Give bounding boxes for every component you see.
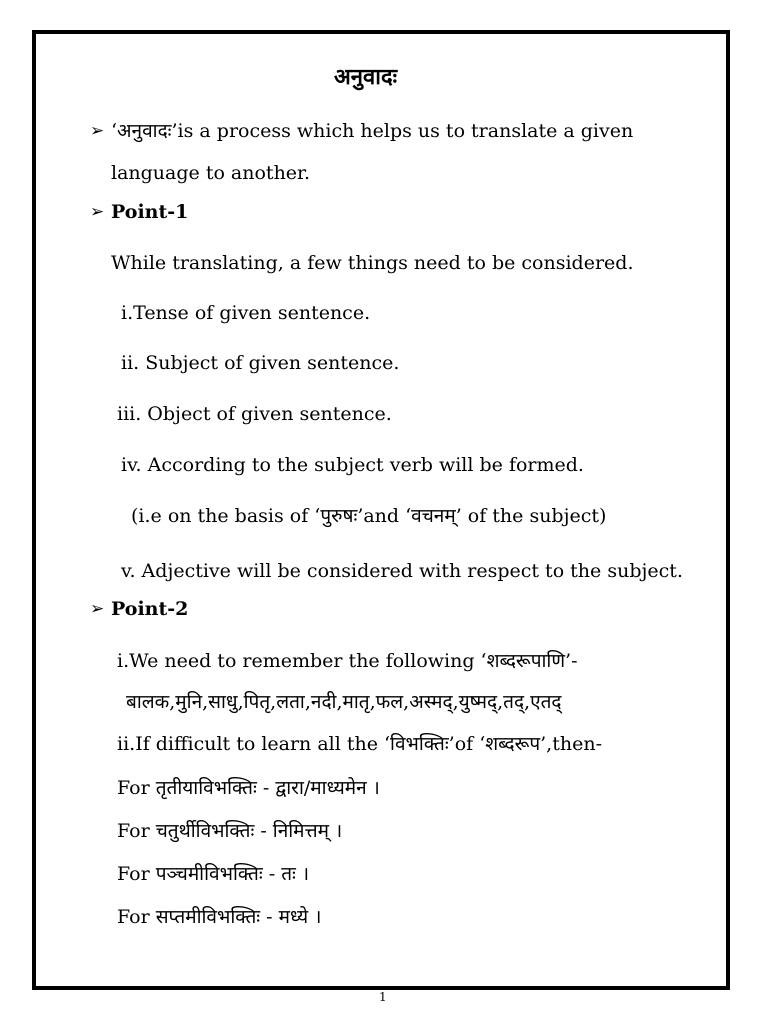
point1-item-note: (i.e on the basis of ‘पुरुषः’and ‘वचनम्’ of the subject) [131, 505, 607, 527]
point1-item: v. Adjective will be considered with respect to the subject. [121, 560, 683, 582]
bullet-arrow-icon: ➢ [90, 121, 105, 141]
bullet-arrow-icon: ➢ [90, 599, 105, 619]
point2-heading: Point-2 [111, 598, 189, 620]
intro-line-2: language to another. [111, 162, 311, 184]
point1-item: ii. Subject of given sentence. [121, 352, 400, 374]
point1-heading: Point-1 [111, 201, 189, 223]
vibhakti-rule: For चतुर्थीविभक्तिः - निमित्तम् । [117, 820, 343, 842]
point1-item: i.Tense of given sentence. [121, 302, 371, 324]
point1-item: iv. According to the subject verb will be formed. [121, 454, 584, 476]
vibhakti-rule: For पञ्चमीविभक्तिः - तः । [117, 863, 310, 885]
page-number: 1 [379, 990, 387, 1004]
point2-item-2: ii.If difficult to learn all the ‘विभक्तिः’of ‘शब्दरूप’,then- [117, 733, 602, 755]
vibhakti-rule: For सप्तमीविभक्तिः - मध्ये । [117, 906, 322, 928]
point1-item: iii. Object of given sentence. [117, 403, 392, 425]
page-title: अनुवादः [334, 64, 398, 90]
point1-lead: While translating, a few things need to be considered. [111, 252, 634, 274]
point2-word-list: बालक,मुनि,साधु,पितृ,लता,नदी,मातृ,फल,अस्मद्,युष्मद्,तद्,एतद् [126, 691, 562, 713]
bullet-arrow-icon: ➢ [90, 202, 105, 222]
intro-line-1: ‘अनुवादः’is a process which helps us to translate a given [111, 120, 634, 142]
vibhakti-rule: For तृतीयाविभक्तिः - द्वारा/माध्यमेन । [117, 777, 380, 799]
point2-item-1: i.We need to remember the following ‘शब्दरूपाणि’- [117, 650, 578, 672]
